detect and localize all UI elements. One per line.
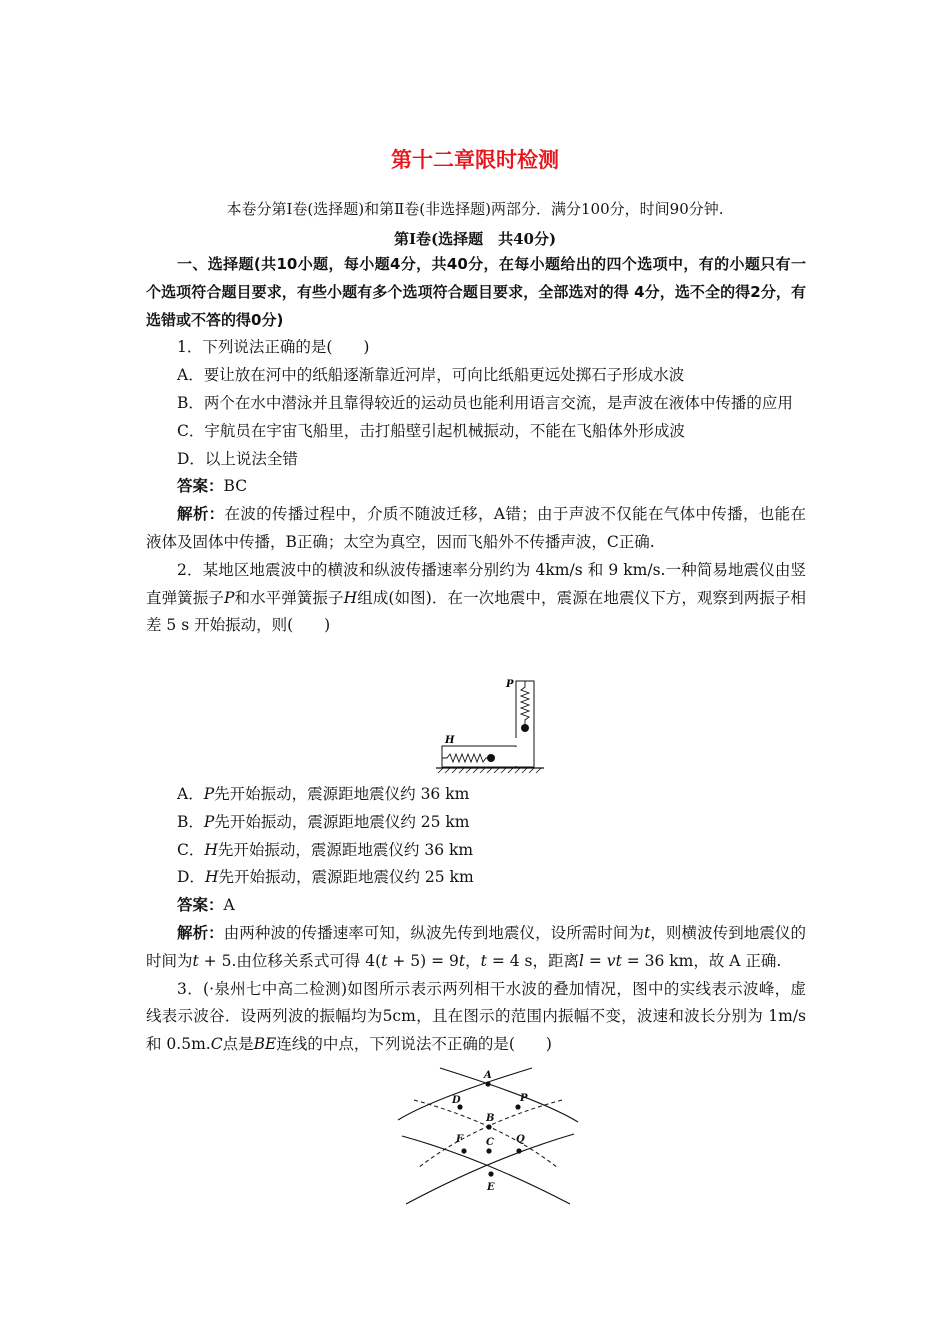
q2-answer-value: A bbox=[223, 896, 235, 915]
q2-analysis-label: 解析： bbox=[177, 923, 224, 942]
point-c bbox=[486, 1148, 491, 1153]
q2-option-d-text: 先开始振动，震源距地震仪约 25 km bbox=[218, 868, 474, 887]
interference-figure bbox=[392, 1064, 584, 1206]
q2-option-c-text: 先开始振动，震源距地震仪约 36 km bbox=[217, 840, 474, 859]
q2-analysis bbox=[146, 920, 806, 976]
q2-option-d-prefix: D． bbox=[177, 868, 205, 887]
ground-hatch bbox=[438, 768, 541, 773]
points bbox=[457, 1081, 521, 1176]
section-title: 第Ⅰ卷(选择题 共40分) bbox=[393, 230, 557, 248]
point-a bbox=[485, 1081, 490, 1086]
label-c: C bbox=[486, 1137, 494, 1148]
q1-option-a: A．要让放在河中的纸船逐渐靠近河岸，可向比纸船更远处掷石子形成水波 bbox=[177, 366, 685, 385]
q2-analysis-part: = 36 km，故 A 正确. bbox=[621, 951, 782, 970]
label-p: P bbox=[520, 1093, 528, 1104]
q3-stem-part: 连线的中点，下列说法不正确的是( ) bbox=[276, 1035, 552, 1054]
q1-answer-value: BC bbox=[223, 477, 248, 496]
q2-stem bbox=[146, 557, 806, 640]
mass-p bbox=[521, 724, 529, 732]
seismograph-figure bbox=[432, 676, 548, 774]
q2-var-l: l bbox=[578, 951, 584, 970]
text-block-1 bbox=[146, 251, 806, 640]
q3-var-c: C bbox=[210, 1035, 223, 1054]
q1-option-b: B．两个在水中潜泳并且靠得较近的运动员也能利用语言交流，是声波在液体中传播的应用 bbox=[177, 393, 793, 412]
q2-stem-part: 组成(如图)．在一次地震中，震源在地震仪下方，观察到两振子相差 5 s 开始振动，则( ) bbox=[146, 588, 806, 635]
q2-analysis-part: 由两种波的传播速率可知，纵波先传到地震仪，设所需时间为 bbox=[223, 923, 645, 942]
q2-stem-part: 和水平弹簧振子 bbox=[234, 588, 344, 607]
horizontal-spring bbox=[442, 754, 488, 762]
text-block-2 bbox=[146, 781, 806, 1059]
q2-option-c-var: H bbox=[204, 840, 218, 859]
q2-var-t: t bbox=[615, 951, 622, 970]
point-b bbox=[486, 1124, 491, 1129]
q2-option-b-prefix: B． bbox=[177, 812, 204, 831]
label-q: Q bbox=[516, 1134, 525, 1145]
q2-option-a-var: P bbox=[203, 785, 215, 803]
q2-option-a-text: 先开始振动，震源距地震仪约 36 km bbox=[214, 785, 470, 803]
q3-var-be: BE bbox=[253, 1035, 277, 1054]
point-f bbox=[461, 1148, 466, 1153]
figure-label-h: H bbox=[445, 735, 455, 746]
q1-answer-label: 答案： bbox=[177, 477, 224, 496]
point-e bbox=[488, 1171, 493, 1176]
point-p bbox=[515, 1104, 520, 1109]
q1-analysis bbox=[146, 501, 806, 557]
q2-option-c-prefix: C． bbox=[177, 840, 205, 859]
label-e: E bbox=[487, 1182, 495, 1193]
point-q bbox=[516, 1148, 521, 1153]
q1-analysis-text: 在波的传播过程中，介质不随波迁移，A错；由于声波不仅能在气体中传播，也能在液体及固体中传播，B正确；太空为真空，因而飞船外不传播声波，C正确. bbox=[146, 505, 806, 551]
vertical-spring bbox=[521, 681, 529, 724]
q2-option-b bbox=[146, 809, 806, 837]
q2-analysis-part: = 4 s，距离 bbox=[486, 951, 579, 970]
q2-var-t: t bbox=[458, 951, 466, 970]
label-d: D bbox=[452, 1095, 461, 1106]
q2-option-a-prefix: A． bbox=[177, 785, 204, 803]
q2-var-v: v bbox=[606, 951, 616, 970]
q2-analysis-part: ，则横波传到地震仪的时间为 bbox=[146, 923, 806, 970]
q2-analysis-part: + 5) = 9 bbox=[387, 951, 459, 970]
q2-option-a bbox=[146, 781, 806, 809]
q1-analysis-label: 解析： bbox=[177, 505, 225, 524]
q2-option-c bbox=[146, 837, 806, 865]
q1-stem: 1．下列说法正确的是( ) bbox=[177, 338, 370, 357]
q2-analysis-part: + 5.由位移关系式可得 4( bbox=[198, 951, 382, 970]
page-title: 第十二章限时检测 bbox=[391, 148, 559, 172]
q2-var-t: t bbox=[644, 923, 651, 942]
q2-var-t: t bbox=[480, 951, 487, 970]
mass-h bbox=[487, 754, 495, 762]
label-a: A bbox=[484, 1070, 492, 1081]
q2-var-p: P bbox=[223, 588, 235, 607]
q2-var-t: t bbox=[381, 951, 388, 970]
q2-option-d-var: H bbox=[204, 868, 219, 887]
label-f: F bbox=[456, 1134, 464, 1145]
instructions: 一、选择题(共10小题，每小题4分，共40分，在每小题给出的四个选项中，有的小题只有一个选项符合题目要求，有些小题有多个选项符合题目要求，全部选对的得 4分，选不全的得2分，有选错或不答的得0分) bbox=[146, 255, 806, 329]
label-b: B bbox=[486, 1113, 495, 1124]
q2-answer-label: 答案： bbox=[177, 896, 224, 915]
q1-answer bbox=[146, 473, 806, 501]
q2-stem-part: 2．某地区地震波中的横波和纵波传播速率分别约为 4km/s 和 9 km/s.一种简易地震仪由竖直弹簧振子 bbox=[146, 560, 806, 607]
q2-option-d bbox=[146, 864, 806, 892]
q2-analysis-part: ， bbox=[465, 951, 481, 970]
exam-intro: 本卷分第Ⅰ卷(选择题)和第Ⅱ卷(非选择题)两部分．满分100分，时间90分钟. bbox=[226, 200, 724, 218]
q2-analysis-part: = bbox=[583, 951, 607, 970]
figure-label-p: P bbox=[506, 679, 514, 690]
q2-var-h: H bbox=[343, 588, 358, 607]
q2-option-b-text: 先开始振动，震源距地震仪约 25 km bbox=[214, 812, 470, 831]
q2-var-t: t bbox=[192, 951, 199, 970]
q3-stem-part: 点是 bbox=[222, 1035, 254, 1054]
q1-option-c: C．宇航员在宇宙飞船里，击打船壁引起机械振动，不能在飞船体外形成波 bbox=[177, 421, 685, 440]
q2-option-b-var: P bbox=[203, 812, 215, 831]
q2-answer bbox=[146, 892, 806, 920]
trough-lines bbox=[414, 1100, 562, 1168]
q3-stem bbox=[146, 976, 806, 1059]
q3-stem-part: 3．(·泉州七中高二检测)如图所示表示两列相干水波的叠加情况，图中的实线表示波峰，虚线表示波谷．设两列波的振幅均为5cm，且在图示的范围内振幅不变，波速和波长分别为 1m/s 和 0.5m. bbox=[146, 979, 806, 1054]
q1-option-d: D．以上说法全错 bbox=[177, 449, 298, 468]
